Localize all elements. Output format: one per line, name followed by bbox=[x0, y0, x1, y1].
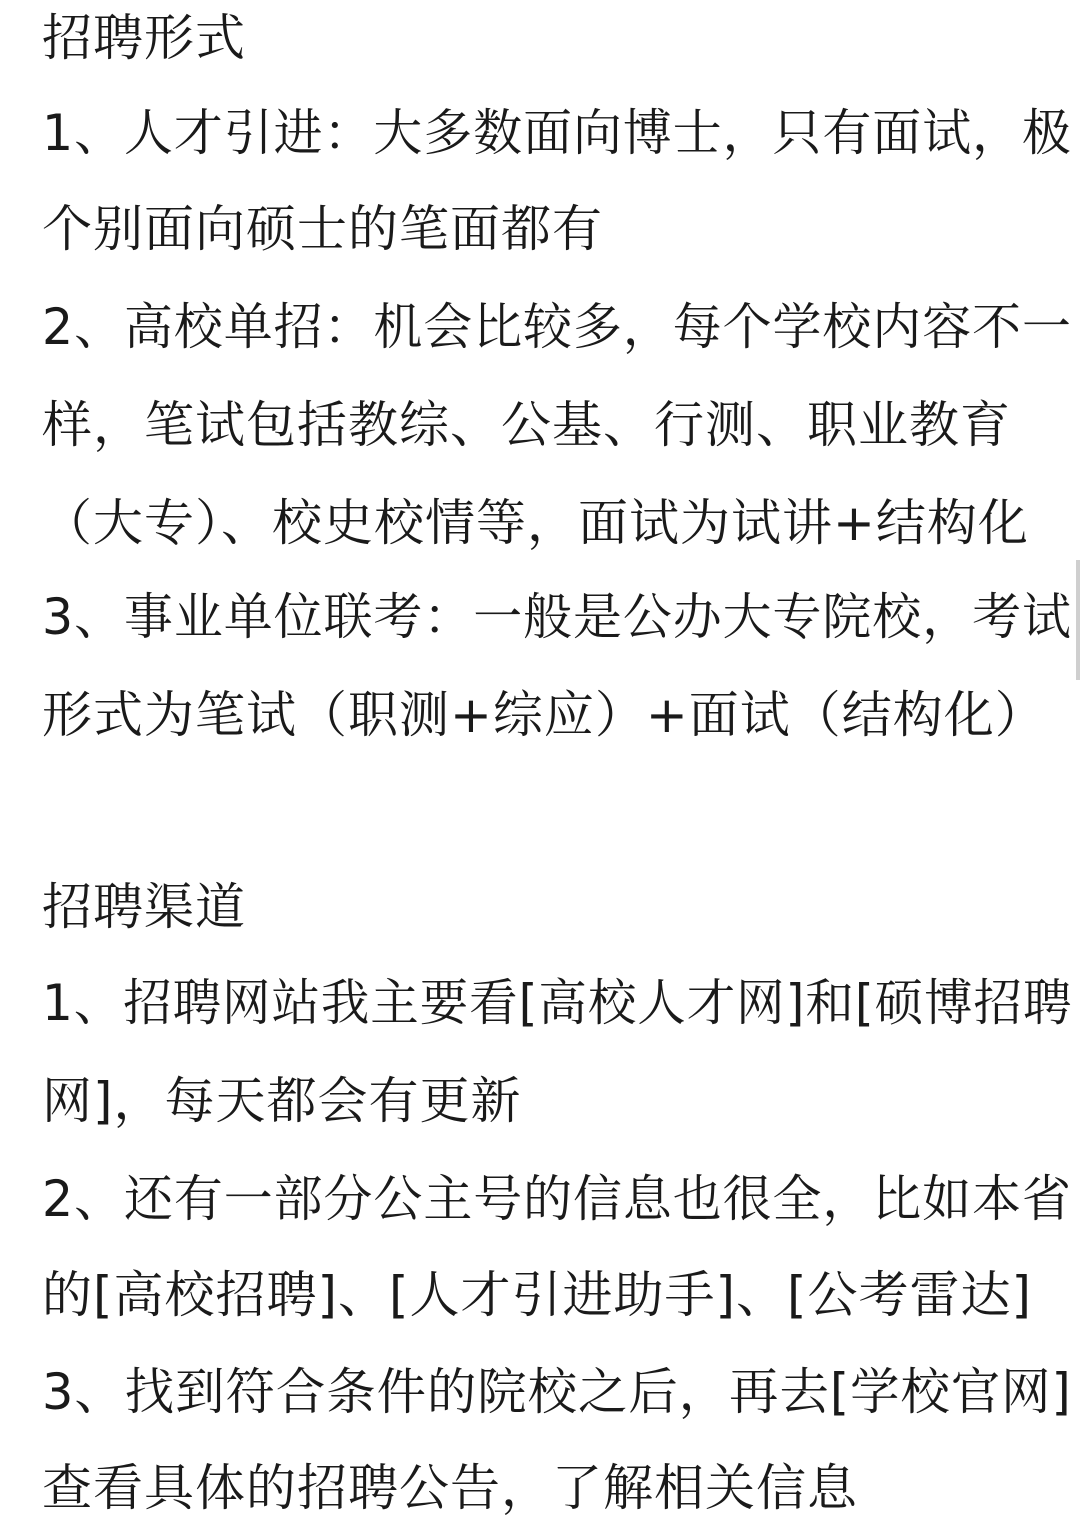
text-line: 网]，每天都会有更新 bbox=[42, 1072, 522, 1130]
text-line: 样，笔试包括教综、公基、行测、职业教育 bbox=[42, 396, 1011, 454]
text-line: （大专）、校史校情等，面试为试讲+结构化 bbox=[42, 494, 1029, 552]
section-heading-forms: 招聘形式 bbox=[42, 9, 246, 67]
text-line: 形式为笔试（职测+综应）+面试（结构化） bbox=[42, 686, 1046, 744]
text-line: 查看具体的招聘公告，了解相关信息 bbox=[42, 1459, 858, 1517]
text-line: 2、还有一部分公主号的信息也很全，比如本省 bbox=[42, 1170, 1072, 1228]
text-line: 1、人才引进：大多数面向博士，只有面试，极 bbox=[42, 104, 1072, 162]
text-line: 个别面向硕士的笔面都有 bbox=[42, 200, 603, 258]
scroll-edge-mark bbox=[1076, 560, 1080, 680]
text-line: 1、招聘网站我主要看[高校人才网]和[硕博招聘 bbox=[42, 974, 1073, 1032]
text-line: 3、事业单位联考：一般是公办大专院校，考试 bbox=[42, 588, 1072, 646]
section-heading-channels: 招聘渠道 bbox=[42, 878, 246, 936]
text-line: 2、高校单招：机会比较多，每个学校内容不一 bbox=[42, 298, 1072, 356]
text-line: 3、找到符合条件的院校之后，再去[学校官网] bbox=[42, 1363, 1072, 1421]
text-line: 的[高校招聘]、[人才引进助手]、[公考雷达] bbox=[42, 1266, 1033, 1324]
